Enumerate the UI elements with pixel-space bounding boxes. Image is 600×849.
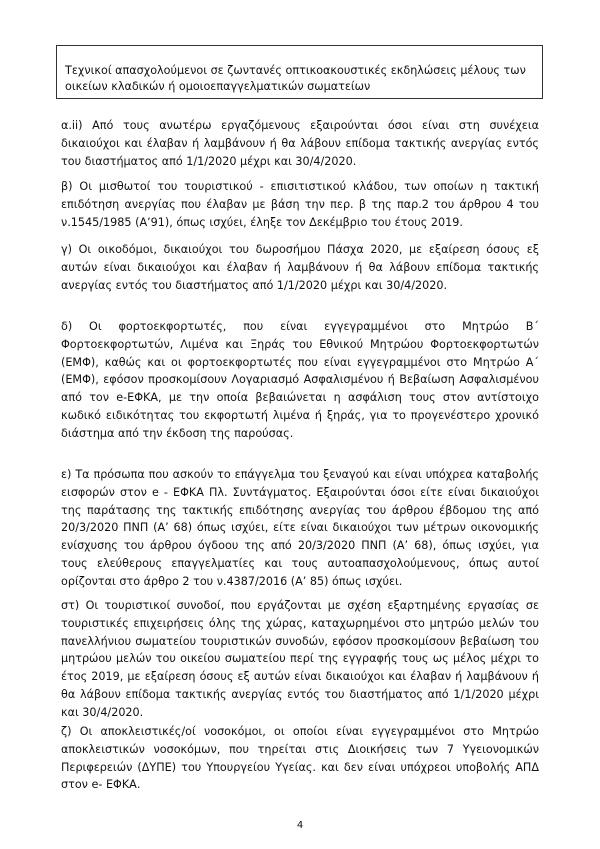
paragraph-c: γ) Οι οικοδόμοι, δικαιούχοι του δωροσήμου Πάσχα 2020, με εξαίρεση όσους εξ αυτών είναι δικαιούχοι και έλαβαν ή λαμβάνουν ή θα λάβουν επίδομα τακτικής ανεργίας εντός του διαστήματος από 1/1/2020 μέχρι και 30/4/2020.: [61, 243, 539, 292]
paragraph-z: ζ) Οι αποκλειστικές/οί νοσοκόμοι, οι οποίοι είναι εγγεγραμμένοι στο Μητρώο αποκλειστικών νοσοκόμων, που τηρείται στις Διοικήσεις των 7 Υγειονομικών Περιφερειών (ΔΥΠΕ) του Υπουργείου Υγείας. και δεν είναι υπόχρεοι υποβολής ΑΠΔ στον e- ΕΦΚΑ.: [61, 725, 539, 792]
page-number: 4: [296, 820, 304, 831]
paragraph-a-ii: α.ii) Από τους ανωτέρω εργαζόμενους εξαιρούνται όσοι είναι στη συνέχεια δικαιούχοι και έλαβαν ή λαμβάνουν ή θα λάβουν επίδομα τακτικής ανεργίας εντός του διαστήματος από 1/1/2020 μέχρι και 30/4/2020.: [61, 119, 539, 168]
paragraph-st: στ) Οι τουριστικοί συνοδοί, που εργάζονται με σχέση εξαρτημένης εργασίας σε τουριστικές επιχειρήσεις όλης της χώρας, καταχωρημένοι στο μητρώο μελών του πανελλήνιου σωματείου τουριστικών συνοδών, εφόσον προσκομίσουν βεβαίωση του μητρώου μελών του οικείου σωματείου περί της εγγραφής τους ως μέλος μέχρι το έτος 2019, με εξαίρεση όσους εξ αυτών είναι δικαιούχοι και έλαβαν ή λαμβάνουν ή θα λάβουν επίδομα τακτικής ανεργίας εντός του διαστήματος από 1/1/2020 μέχρι και 30/4/2020.: [61, 599, 539, 719]
header-text-box: [56, 45, 543, 99]
paragraph-e: ε) Τα πρόσωπα που ασκούν το επάγγελμα του ξεναγού και είναι υπόχρεα καταβολής εισφορών στον e - ΕΦΚΑ Πλ. Συντάγματος. Εξαιρούνται όσοι είτε είναι δικαιούχοι της παράτασης της τακτικής επιδότησης ανεργίας του άρθρου έβδομου της από 20/3/2020 ΠΝΠ (Α’ 68) όπως ισχύει, είτε είναι δικαιούχοι των μέτρων οικονομικής ενίσχυσης του άρθρου όγδοου της από 20/3/2020 ΠΝΠ (Α’ 68), όπως ισχύει, για τους ελεύθερους επαγγελματίες και τους αυτοαπασχολούμενους, όπως αυτοί ορίζονται στο άρθρο 2 του ν.4387/2016 (Α’ 85) όπως ισχύει.: [61, 468, 539, 588]
paragraph-d: δ) Οι φορτοεκφορτωτές, που είναι εγγεγραμμένοι στο Μητρώο Β΄ Φορτοεκφορτωτών, Λιμένα και Ξηράς του Εθνικού Μητρώου Φορτοεκφορτωτών (ΕΜΦ), καθώς και οι φορτοεκφορτωτές που είναι εγγεγραμμένοι στο Μητρώο Α΄ (ΕΜΦ), εφόσον προσκομίσουν Λογαριασμό Ασφαλισμένου ή Βεβαίωση Ασφαλισμένου από τον e-ΕΦΚΑ, με την οποία βεβαιώνεται η ασφάλιση τους στον αντίστοιχο κωδικό ειδικότητας του εκφορτωτή λιμένα ή ξηράς, για το προγενέστερο χρονικό διάστημα από την έκδοση της παρούσας.: [61, 320, 539, 440]
paragraph-b: β) Οι μισθωτοί του τουριστικού - επισιτιστικού κλάδου, των οποίων η τακτική επιδότηση ανεργίας που έλαβαν με βάση την περ. β της παρ.2 του άρθρου 4 του ν.1545/1985 (Α’91), όπως ισχύει, έληξε τον Δεκέμβριο του έτους 2019.: [61, 180, 539, 229]
header-box-text: Τεχνικοί απασχολούμενοι σε ζωντανές οπτικοακουστικές εκδηλώσεις μέλους των οικείων κλαδικών ή ομοιοεπαγγελματικών σωματείων: [65, 64, 526, 93]
